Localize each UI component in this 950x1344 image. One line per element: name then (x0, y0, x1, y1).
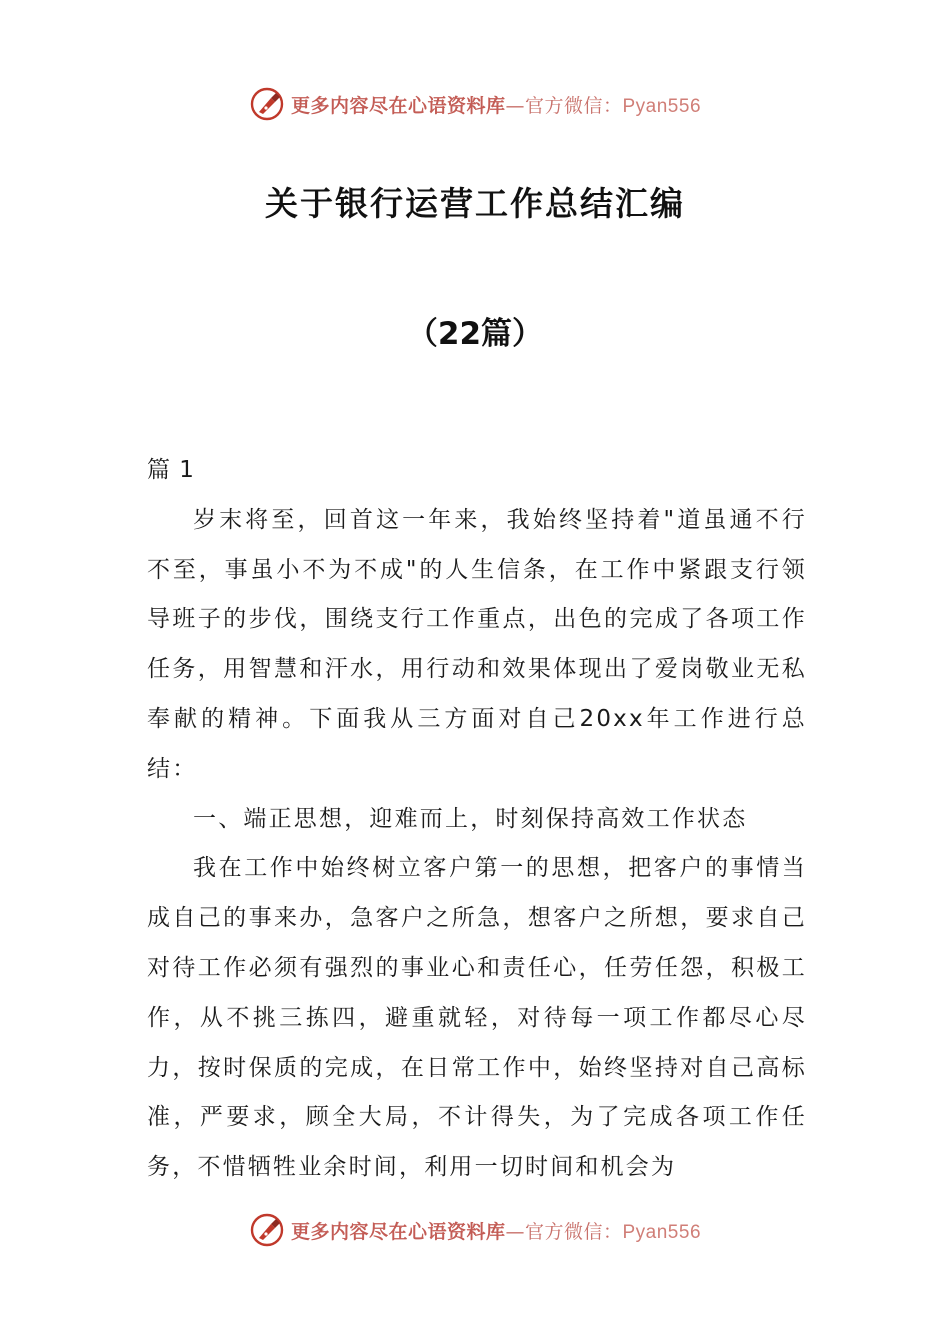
banner-text (291, 91, 701, 118)
paragraph: 岁末将至，回首这一年来，我始终坚持着"道虽通不行不至，事虽小不为不成"的人生信条，在工作中紧跟支行领导班子的步伐，围绕支行工作重点，出色的完成了各项工作任务，用智慧和汗水，用行动和效果体现出了爱岗敬业无私奉献的精神。下面我从三方面对自己20xx年工作进行总结： (147, 506, 807, 782)
banner-separator: — (505, 94, 525, 117)
banner-wechat-id: Pyan556 (622, 1221, 702, 1243)
document-body (147, 446, 807, 1193)
section-heading: 一、端正思想，迎难而上，时刻保持高效工作状态 (193, 805, 748, 832)
banner-brand: 更多内容尽在心语资料库 (290, 94, 506, 117)
banner-wechat-label: 官方微信： (524, 1220, 623, 1243)
section-label: 篇 1 (147, 457, 195, 483)
pen-nib-circle-icon (249, 1212, 285, 1248)
banner-separator: — (505, 1220, 525, 1243)
banner-text (291, 1217, 701, 1244)
footer-banner (0, 1208, 950, 1252)
banner-wechat-id: Pyan556 (622, 95, 702, 117)
banner-wechat-label: 官方微信： (524, 94, 623, 117)
banner-brand: 更多内容尽在心语资料库 (290, 1220, 506, 1243)
document-subtitle: （22篇） (406, 316, 544, 352)
header-banner (0, 82, 950, 126)
pen-nib-circle-icon (249, 86, 285, 122)
document-title: 关于银行运营工作总结汇编 (265, 184, 685, 223)
paragraph: 我在工作中始终树立客户第一的思想，把客户的事情当成自己的事来办，急客户之所急，想客户之所想，要求自己对待工作必须有强烈的事业心和责任心，任劳任怨，积极工作，从不挑三拣四，避重就轻，对待每一项工作都尽心尽力，按时保质的完成，在日常工作中，始终坚持对自己高标准，严要求，顾全大局，不计得失，为了完成各项工作任务，不惜牺牲业余时间，利用一切时间和机会为 (147, 855, 807, 1181)
